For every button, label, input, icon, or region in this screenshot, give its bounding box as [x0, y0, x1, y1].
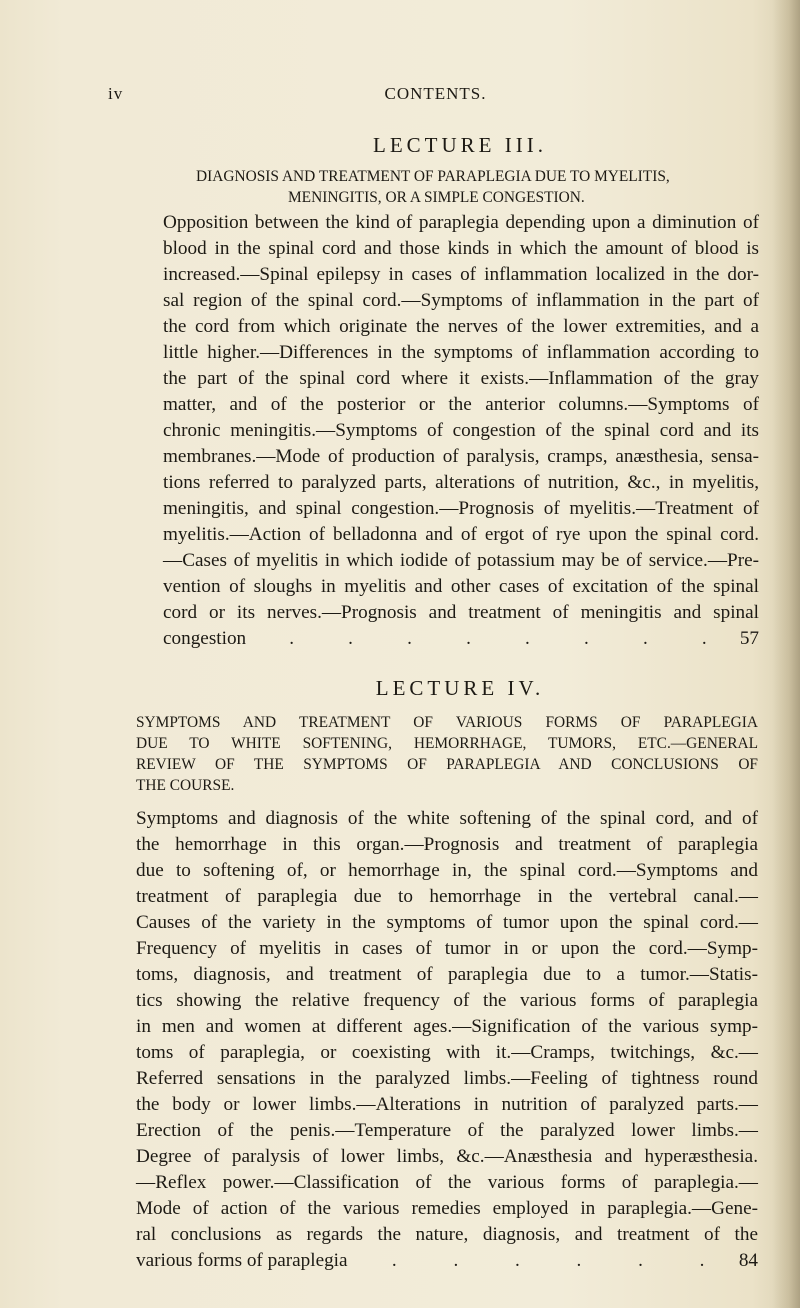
dot-leaders: . . . . . . [391, 1250, 705, 1271]
contents-line: sal region of the spinal cord.—Symptoms of inflammation in the part of [163, 290, 759, 311]
contents-line: —Reflex power.—Classification of the various forms of paraplegia.— [136, 1172, 758, 1193]
contents-line: toms of paraplegia, or coexisting with it.—Cramps, twitchings, &c.— [136, 1042, 758, 1063]
lecture-3-summary [196, 166, 756, 208]
contents-line: toms, diagnosis, and treatment of paraplegia due to a tumor.—Statis- [136, 964, 758, 985]
contents-line: the body or lower limbs.—Alterations in nutrition of paralyzed parts.— [136, 1094, 758, 1115]
summary-line: THE COURSE. [136, 777, 235, 794]
contents-last-line [136, 1248, 758, 1274]
page-reference: 84 [738, 1250, 758, 1271]
lecture-4-contents [136, 806, 758, 1274]
contents-line: myelitis.—Action of belladonna and of ergot of rye upon the spinal cord. [163, 524, 759, 545]
contents-line: ral conclusions as regards the nature, diagnosis, and treatment of the [136, 1224, 758, 1245]
summary-line: DUE TO WHITE SOFTENING, HEMORRHAGE, TUMORS, ETC.—GENERAL [136, 735, 758, 752]
contents-line: cord or its nerves.—Prognosis and treatment of meningitis and spinal [163, 602, 759, 623]
contents-line: treatment of paraplegia due to hemorrhage in the vertebral canal.— [136, 886, 758, 907]
summary-line: REVIEW OF THE SYMPTOMS OF PARAPLEGIA AND CONCLUSIONS OF [136, 756, 758, 773]
contents-line: meningitis, and spinal congestion.—Prognosis of myelitis.—Treatment of [163, 498, 759, 519]
summary-line: MENINGITIS, OR A SIMPLE CONGESTION. [288, 189, 585, 206]
page-edge-shadow [772, 0, 800, 1308]
contents-line: vention of sloughs in myelitis and other cases of excitation of the spinal [163, 576, 759, 597]
contents-line: membranes.—Mode of production of paralysis, cramps, anæsthesia, sensa- [163, 446, 759, 467]
contents-line: chronic meningitis.—Symptoms of congestion of the spinal cord and its [163, 420, 759, 441]
contents-line: blood in the spinal cord and those kinds in which the amount of blood is [163, 238, 759, 259]
contents-line: tions referred to paralyzed parts, alterations of nutrition, &c., in myelitis, [163, 472, 759, 493]
summary-line: SYMPTOMS AND TREATMENT OF VARIOUS FORMS OF PARAPLEGIA [136, 714, 758, 731]
lecture-3-title: LECTURE III. [373, 133, 547, 157]
contents-line: tics showing the relative frequency of the various forms of paraplegia [136, 990, 758, 1011]
contents-line: congestion [163, 628, 247, 649]
contents-line: in men and women at different ages.—Signification of the various symp- [136, 1016, 758, 1037]
contents-line: various forms of paraplegia [136, 1250, 348, 1271]
contents-line: Causes of the variety in the symptoms of tumor upon the spinal cord.— [136, 912, 758, 933]
contents-line: matter, and of the posterior or the anterior columns.—Symptoms of [163, 394, 759, 415]
page-number: iv [108, 84, 124, 103]
dot-leaders: . . . . . . . . [289, 628, 707, 649]
contents-line: Referred sensations in the paralyzed limbs.—Feeling of tightness round [136, 1068, 758, 1089]
lecture-3-contents [163, 210, 759, 652]
lecture-4-title: LECTURE IV. [375, 676, 545, 700]
lecture-4-summary [136, 712, 758, 796]
summary-line: DIAGNOSIS AND TREATMENT OF PARAPLEGIA DUE TO MYELITIS, [196, 168, 670, 185]
running-head-title: CONTENTS. [384, 84, 487, 103]
page-reference: 57 [739, 628, 759, 649]
running-head [108, 84, 763, 110]
contents-line: due to softening of, or hemorrhage in, the spinal cord.—Symptoms and [136, 860, 758, 881]
contents-last-line [163, 626, 759, 652]
contents-line: little higher.—Differences in the symptoms of inflammation according to [163, 342, 759, 363]
contents-line: Degree of paralysis of lower limbs, &c.—Anæsthesia and hyperæsthesia. [136, 1146, 758, 1167]
contents-line: Erection of the penis.—Temperature of the paralyzed lower limbs.— [136, 1120, 758, 1141]
contents-line: Symptoms and diagnosis of the white softening of the spinal cord, and of [136, 808, 758, 829]
contents-line: Opposition between the kind of paraplegia depending upon a diminution of [163, 212, 759, 233]
contents-line: the cord from which originate the nerves of the lower extremities, and a [163, 316, 759, 337]
contents-line: increased.—Spinal epilepsy in cases of inflammation localized in the dor- [163, 264, 759, 285]
contents-line: the hemorrhage in this organ.—Prognosis and treatment of paraplegia [136, 834, 758, 855]
contents-line: the part of the spinal cord where it exists.—Inflammation of the gray [163, 368, 759, 389]
contents-line: Mode of action of the various remedies employed in paraplegia.—Gene- [136, 1198, 758, 1219]
contents-line: —Cases of myelitis in which iodide of potassium may be of service.—Pre- [163, 550, 759, 571]
contents-line: Frequency of myelitis in cases of tumor in or upon the cord.—Symp- [136, 938, 758, 959]
